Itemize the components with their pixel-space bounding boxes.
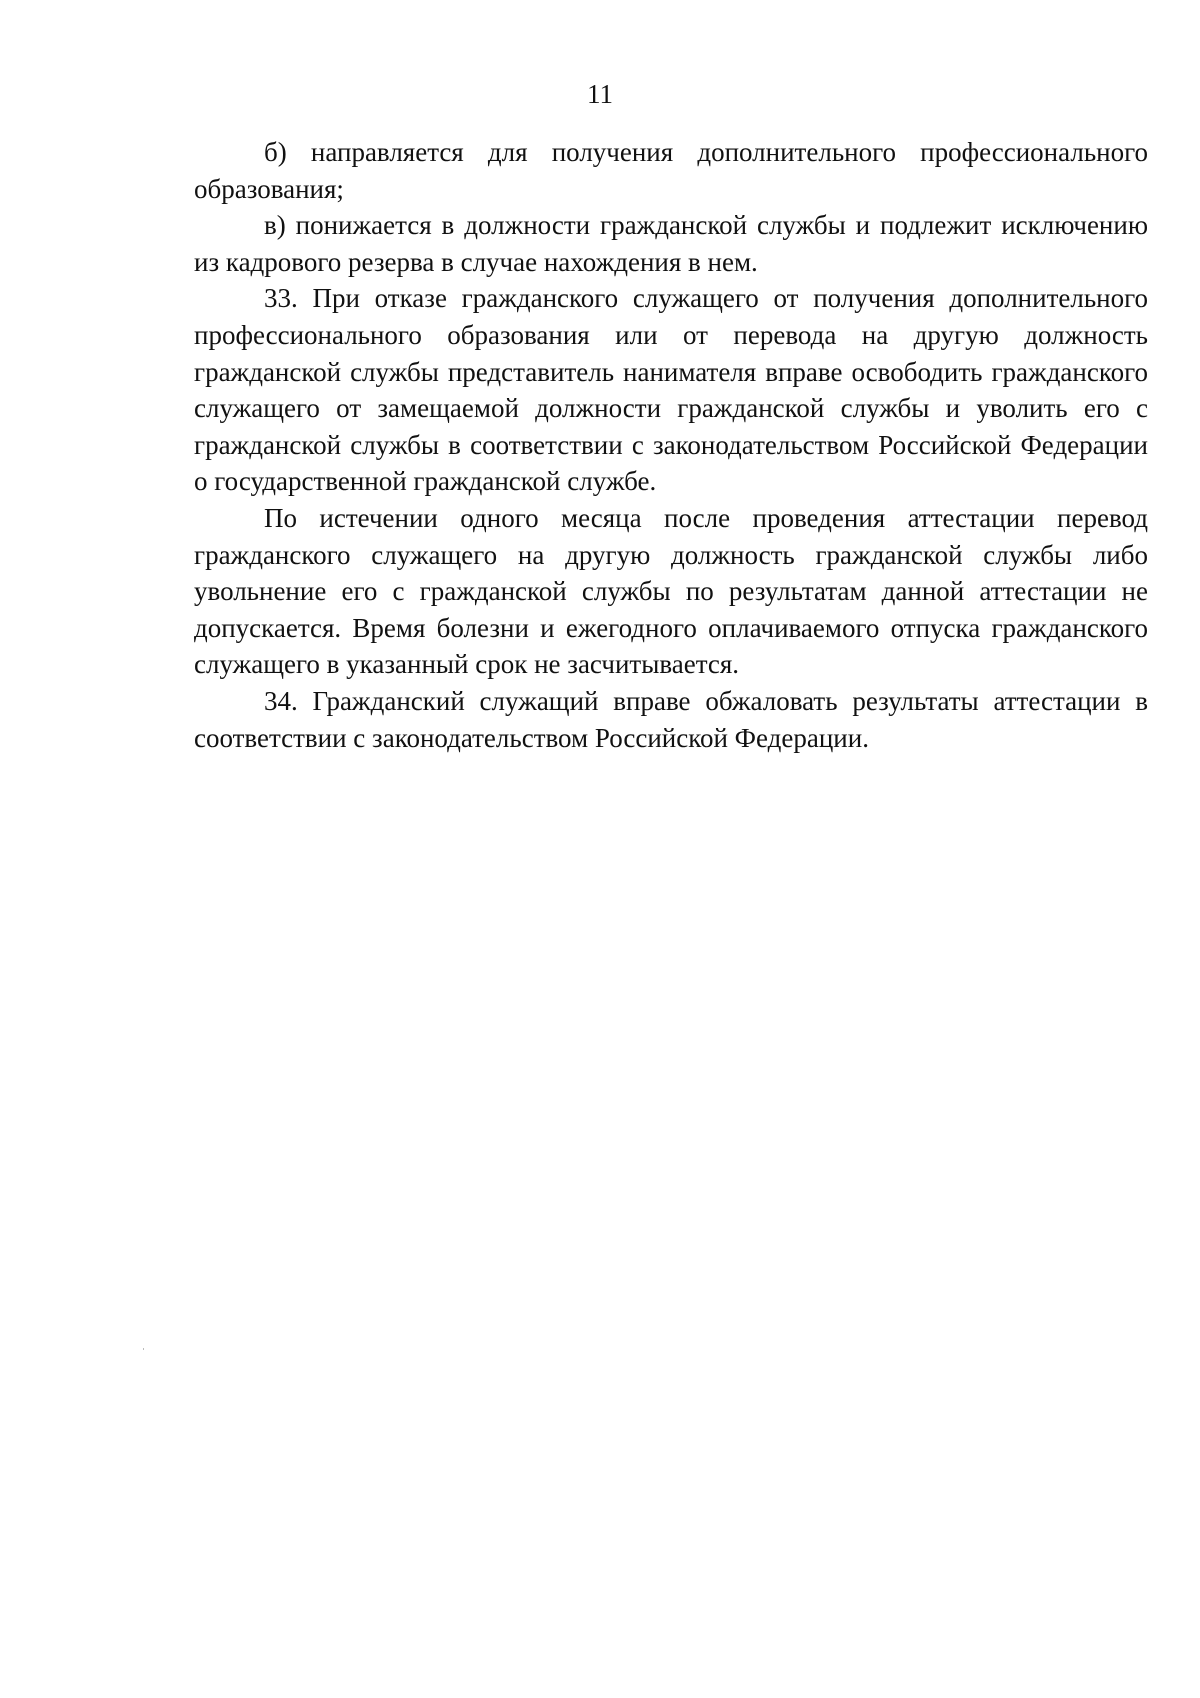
page-number: 11 (587, 79, 613, 109)
paragraph-33-continued: По истечении одного месяца после проведения аттестации перевод гражданского служащего на другую должность гражданской службы либо увольнение его с гражданской службы по результатам данной аттестации не допускается. Время болезни и ежегодного оплачиваемого отпуска гражданского служащего в указанный срок не засчитывается. (194, 502, 1148, 680)
document-body (194, 134, 1148, 756)
paragraph-v: в) понижается в должности гражданской службы и подлежит исключению из кадрового резерва в случае нахождения в нем. (194, 210, 1148, 277)
paragraph-34: 34. Гражданский служащий вправе обжаловать результаты аттестации в соответствии с законодательством Российской Федерации. (194, 685, 1148, 753)
scan-speck (143, 1348, 144, 1350)
paragraph-b: б) направляется для получения дополнительного профессионального образования; (194, 137, 1148, 204)
paragraph-33: 33. При отказе гражданского служащего от получения дополнительного профессионального образования или от перевода на другую должность гражданской службы представитель нанимателя вправе освободить гражданского служащего от замещаемой должности гражданской службы и уволить его с гражданской службы в соответствии с законодательством Российской Федерации о государственной гражданской службе. (194, 283, 1148, 497)
